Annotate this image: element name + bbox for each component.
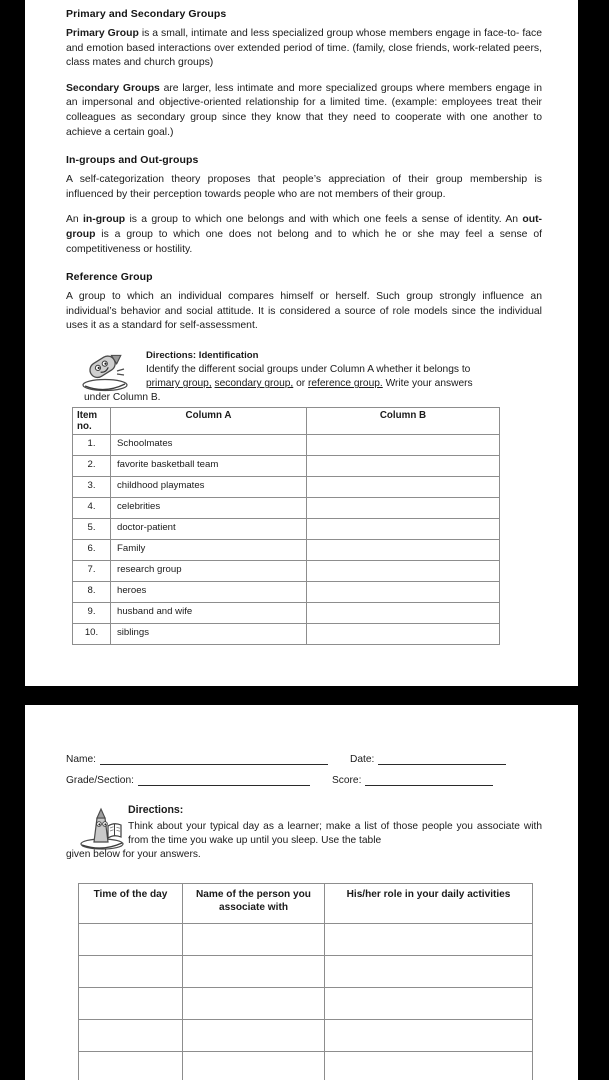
row-number: 4.: [73, 497, 111, 518]
time-cell[interactable]: [79, 923, 183, 955]
column-header-column-b: Column B: [307, 407, 500, 434]
column-header-person-role: His/her role in your daily activities: [325, 883, 533, 923]
table-row: [79, 1019, 533, 1051]
column-header-item-no: Item no.: [73, 407, 111, 434]
directions-daily-text: [66, 804, 542, 848]
row-number: 10.: [73, 623, 111, 644]
row-answer-cell[interactable]: [307, 560, 500, 581]
table-row: [73, 476, 500, 497]
row-answer-cell[interactable]: [307, 602, 500, 623]
paragraph-reference-group: A group to which an individual compares himself or herself. Such group strongly influence an individual’s behavior and social attitude. It is considered a source of role models since the individual uses it as a standard for self-assessment.: [66, 291, 542, 332]
secondary-groups-term: Secondary Groups: [66, 82, 160, 94]
directions-daily-line1: Think about your typical day as a learner; make a list of those people you associate with from the time you wake up until you sleep. Use the table: [128, 821, 542, 847]
directions-daily-block: [66, 804, 542, 863]
person-cell[interactable]: [183, 987, 325, 1019]
document-page-1: [25, 0, 578, 686]
role-cell[interactable]: [325, 1051, 533, 1080]
directions-identification-text: [84, 350, 542, 391]
row-answer-cell[interactable]: [307, 539, 500, 560]
table-row: [73, 623, 500, 644]
row-item: Schoolmates: [111, 434, 307, 455]
time-cell[interactable]: [79, 1019, 183, 1051]
daily-activities-table: [78, 883, 533, 1080]
person-cell[interactable]: [183, 1019, 325, 1051]
underlined-secondary-group: secondary group,: [214, 378, 294, 390]
heading-reference-group: Reference Group: [66, 271, 153, 284]
date-input[interactable]: [378, 753, 506, 765]
paragraph-self-categorization: A self-categorization theory proposes that people’s appreciation of their group membership is influenced by their perception towards people who are not members of their group.: [66, 174, 542, 200]
row-item: Family: [111, 539, 307, 560]
column-header-time-of-day: Time of the day: [79, 883, 183, 923]
paragraph-in-group-out-group: [66, 213, 542, 257]
role-cell[interactable]: [325, 987, 533, 1019]
directions-identification-block: [66, 350, 542, 406]
row-number: 7.: [73, 560, 111, 581]
table-row: [73, 581, 500, 602]
grade-section-input[interactable]: [138, 774, 310, 786]
table-header-row: [79, 883, 533, 923]
in-group-text-part1: An: [66, 214, 84, 226]
row-number: 1.: [73, 434, 111, 455]
row-number: 9.: [73, 602, 111, 623]
time-cell[interactable]: [79, 1051, 183, 1080]
row-item: celebrities: [111, 497, 307, 518]
column-header-person-name: Name of the person you associate with: [183, 883, 325, 923]
row-number: 2.: [73, 455, 111, 476]
column-header-column-a: Column A: [111, 407, 307, 434]
table-row: [73, 518, 500, 539]
identification-table: [72, 407, 500, 645]
date-label: Date:: [350, 754, 375, 765]
directions-daily-line2: given below for your answers.: [66, 849, 201, 861]
name-input[interactable]: [100, 753, 328, 765]
paragraph-primary-group: [66, 27, 542, 71]
student-info-block: [66, 753, 542, 786]
directions-sep-2: or: [293, 378, 308, 390]
time-cell[interactable]: [79, 987, 183, 1019]
heading-in-groups-out-groups: In-groups and Out-groups: [66, 154, 199, 167]
row-answer-cell[interactable]: [307, 476, 500, 497]
primary-group-body: is a small, intimate and less specialized group whose members engage in face-to- face and emotion based interactions over extended period of time. (family, close friends, work-related peers, class mates and church groups): [66, 28, 542, 69]
heading-primary-secondary-groups: Primary and Secondary Groups: [66, 8, 227, 20]
directions-daily-title: Directions:: [128, 804, 184, 816]
table-row: [73, 497, 500, 518]
role-cell[interactable]: [325, 923, 533, 955]
identification-table-body: [73, 434, 500, 644]
secondary-groups-body: are larger, less intimate and more specialized groups where members engage in an impersonal and objective-oriented relationship for a limited time. (example: employees treat their colleagues as secondary group since they know that they need to cooperate with one another to achieve a certain goal.): [66, 82, 543, 138]
row-item: research group: [111, 560, 307, 581]
table-row: [73, 560, 500, 581]
paragraph-secondary-groups: [66, 82, 542, 140]
table-header-row: [73, 407, 500, 434]
time-cell[interactable]: [79, 955, 183, 987]
role-cell[interactable]: [325, 955, 533, 987]
score-label: Score:: [331, 775, 362, 786]
table-row: [73, 455, 500, 476]
row-item: heroes: [111, 581, 307, 602]
person-cell[interactable]: [183, 923, 325, 955]
table-row: [79, 987, 533, 1019]
primary-group-term: Primary Group: [66, 28, 139, 39]
row-answer-cell[interactable]: [307, 434, 500, 455]
row-item: siblings: [111, 623, 307, 644]
underlined-reference-group: reference group.: [308, 378, 383, 390]
table-row: [73, 602, 500, 623]
table-row: [79, 1051, 533, 1080]
row-item: favorite basketball team: [111, 455, 307, 476]
role-cell[interactable]: [325, 1019, 533, 1051]
table-row: [79, 955, 533, 987]
name-label: Name:: [66, 754, 97, 765]
out-group-term: out-group: [66, 214, 542, 240]
table-row: [73, 539, 500, 560]
row-answer-cell[interactable]: [307, 623, 500, 644]
name-date-row: [66, 753, 542, 765]
person-cell[interactable]: [183, 1051, 325, 1080]
row-answer-cell[interactable]: [307, 497, 500, 518]
row-answer-cell[interactable]: [307, 455, 500, 476]
grade-section-label: Grade/Section:: [66, 775, 134, 786]
row-number: 3.: [73, 476, 111, 497]
in-group-text-part2: is a group to which one belongs and with which one feels a sense of identity. An: [125, 214, 523, 226]
daily-activities-table-body: [79, 923, 533, 1080]
pencil-reading-book-icon: [74, 804, 130, 848]
row-item: doctor-patient: [111, 518, 307, 539]
row-item: husband and wife: [111, 602, 307, 623]
directions-identification-title: Directions: Identification: [146, 349, 259, 361]
row-number: 5.: [73, 518, 111, 539]
directions-identification-line1: Identify the different social groups under Column A whether it belongs to: [146, 363, 471, 375]
score-input[interactable]: [365, 774, 493, 786]
directions-line2-tail: Write your answers: [382, 378, 473, 390]
table-row: [73, 434, 500, 455]
row-number: 6.: [73, 539, 111, 560]
directions-identification-line3: under Column B.: [84, 392, 161, 404]
row-answer-cell[interactable]: [307, 518, 500, 539]
row-number: 8.: [73, 581, 111, 602]
pencil-character-icon: [76, 350, 132, 394]
person-cell[interactable]: [183, 955, 325, 987]
row-answer-cell[interactable]: [307, 581, 500, 602]
in-group-term: in-group: [83, 214, 126, 226]
grade-score-row: [66, 774, 542, 786]
table-row: [79, 923, 533, 955]
underlined-primary-group: primary group,: [146, 378, 212, 390]
in-group-text-part3: is a group to which one does not belong and to which he or she may feel a sense of competitiveness or hostility.: [66, 228, 542, 255]
row-item: childhood playmates: [111, 476, 307, 497]
directions-identification-line2: [146, 377, 542, 391]
document-page-2: [25, 705, 578, 1080]
